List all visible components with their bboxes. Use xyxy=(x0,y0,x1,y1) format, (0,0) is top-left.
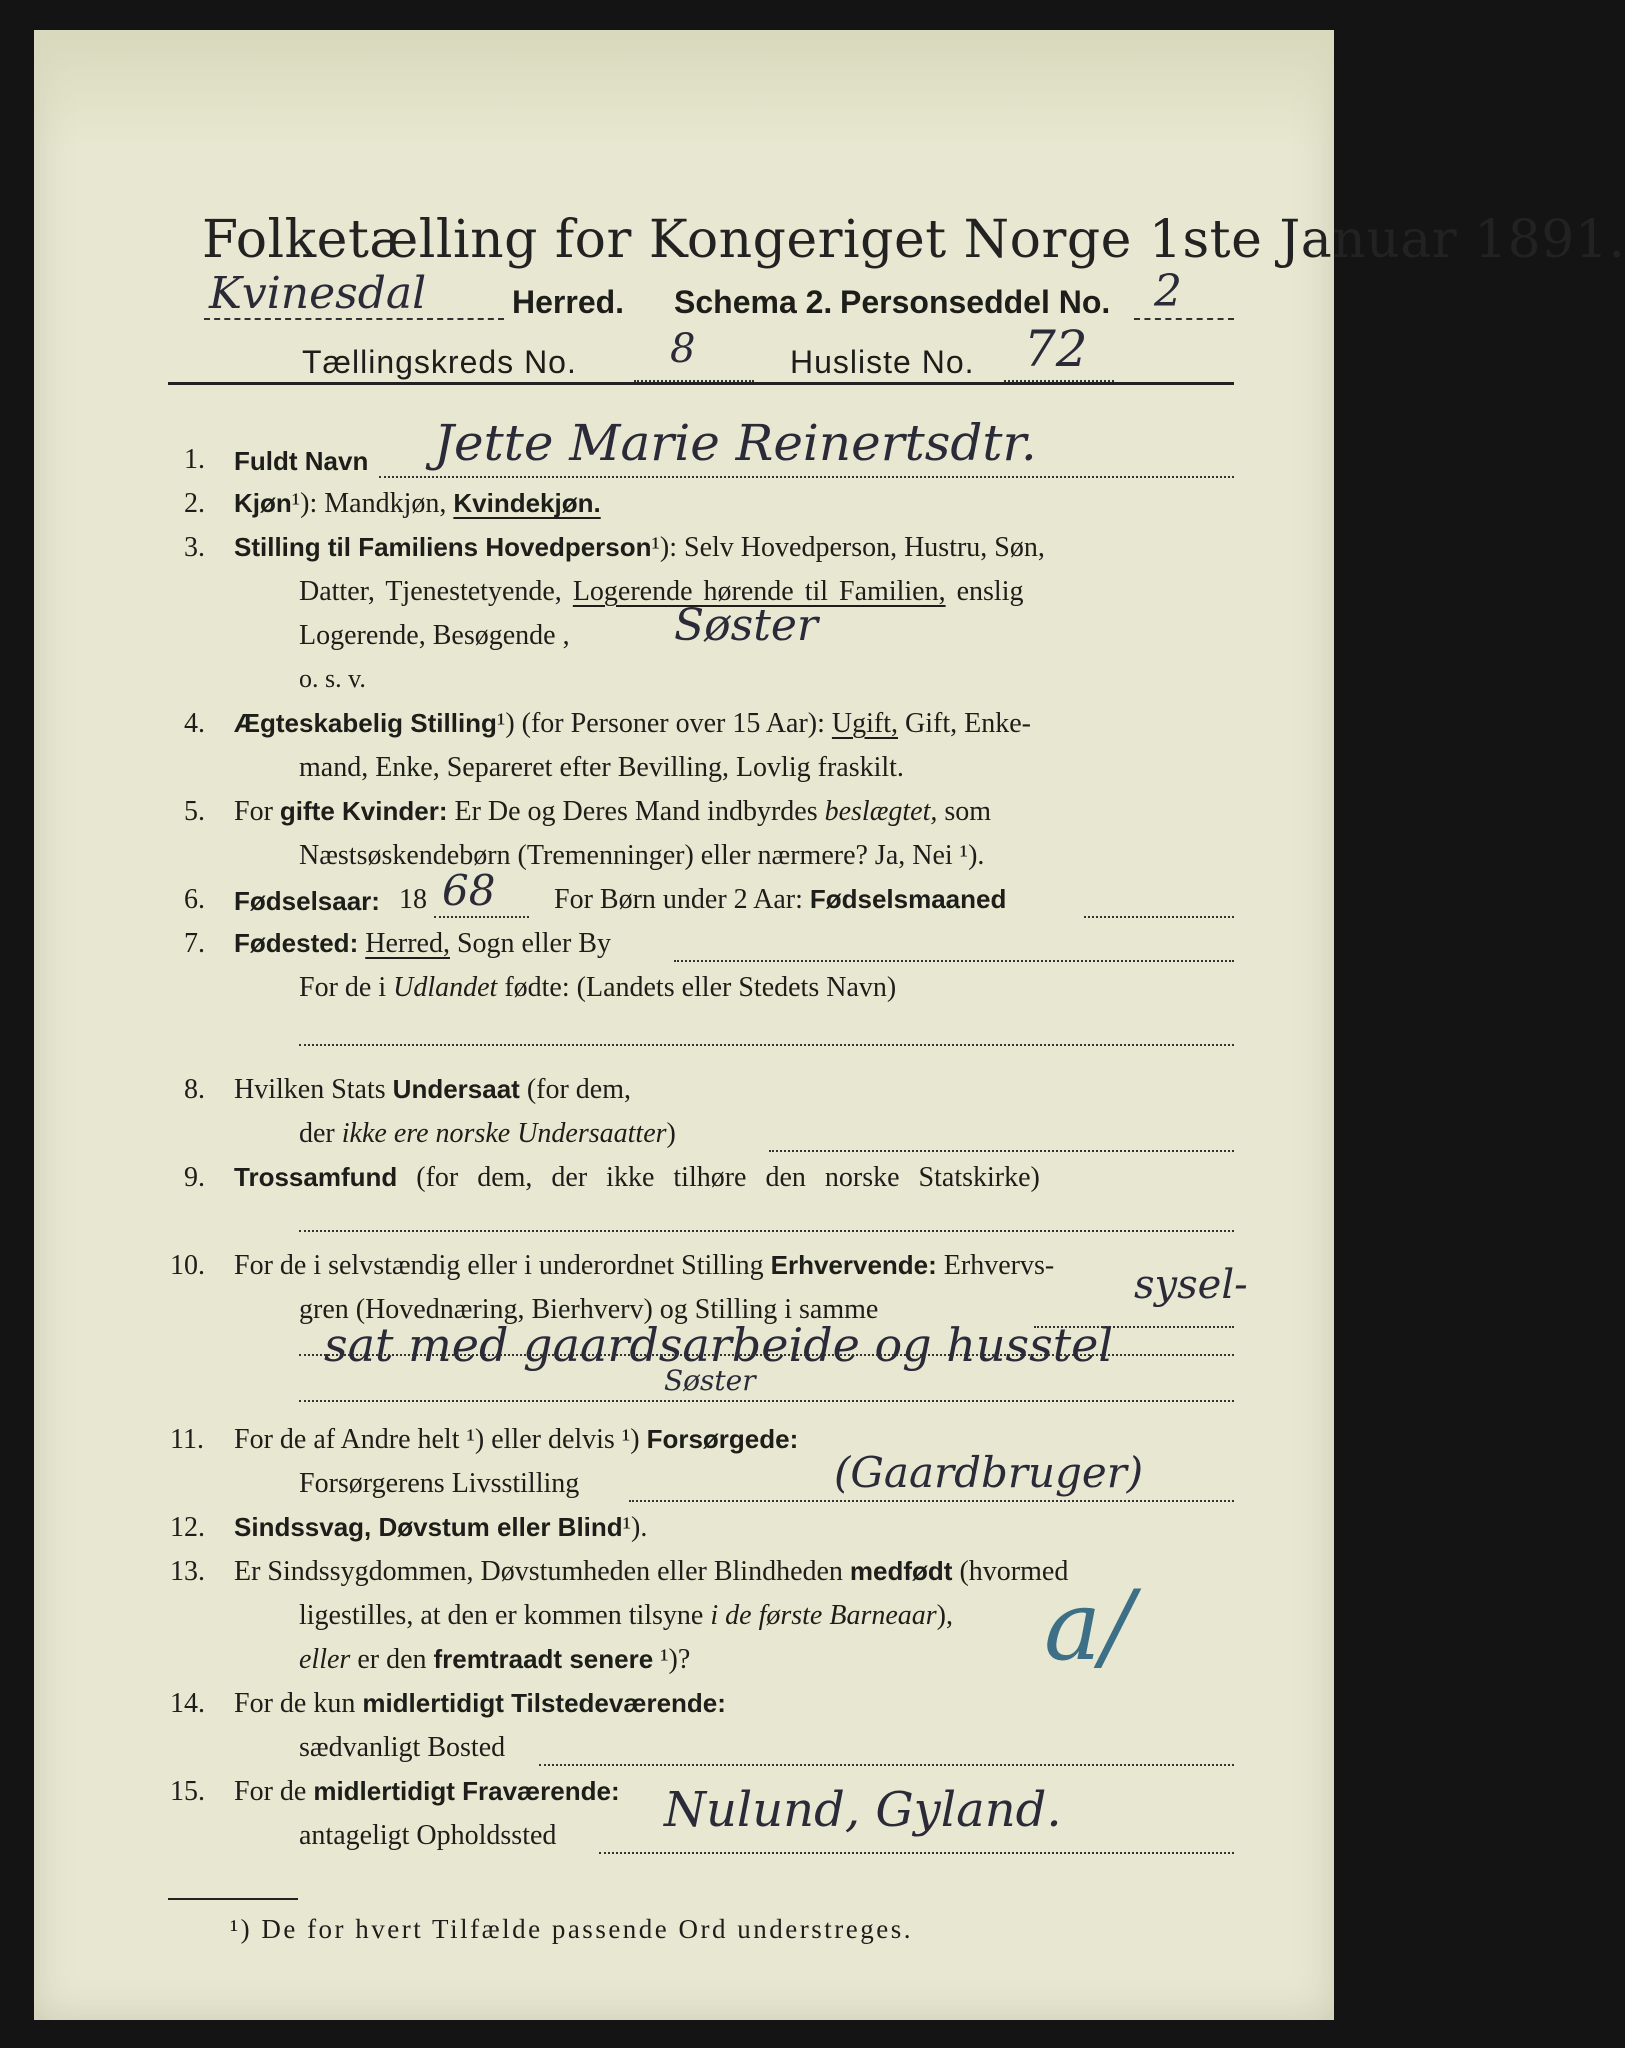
q13-line3c: fremtraadt senere xyxy=(433,1644,654,1674)
q10-number: 10. xyxy=(170,1250,205,1281)
q12-line1 xyxy=(234,1512,647,1544)
q10-line1 xyxy=(234,1250,1054,1282)
q13-line3 xyxy=(299,1644,690,1676)
schema-label: Schema 2. xyxy=(674,284,833,320)
q5-line1c: som xyxy=(944,796,992,827)
q8-line2b: ikke ere norske Undersaatter xyxy=(341,1118,667,1149)
footnote: ¹) De for hvert Tilfælde passende Ord understreges. xyxy=(230,1914,913,1944)
q13-line2 xyxy=(299,1600,953,1632)
q6-number: 6. xyxy=(184,884,205,915)
q3-line3: Logerende, Besøgende , xyxy=(299,620,570,651)
kreds-value: 8 xyxy=(670,326,696,372)
q13-number: 13. xyxy=(170,1556,205,1587)
q14-line2: sædvanligt Bosted xyxy=(299,1732,506,1763)
q8-line1 xyxy=(234,1074,631,1106)
q8-line2c: ) xyxy=(666,1118,676,1149)
census-form-sheet xyxy=(34,30,1625,2020)
q1-number: 1. xyxy=(184,444,205,475)
q11-line2: Forsørgerens Livsstilling xyxy=(299,1468,580,1499)
q10-value1: sysel- xyxy=(1134,1262,1248,1308)
q5-label-a: For xyxy=(234,796,273,827)
q10-value3: Søster xyxy=(664,1364,756,1397)
q13-mark: a/ xyxy=(1044,1570,1134,1682)
q11-line1a: For de af Andre helt ¹) eller delvis ¹) xyxy=(234,1424,640,1455)
q8-line2 xyxy=(299,1118,676,1150)
q4-line1b: Ugift, xyxy=(831,708,898,739)
husliste-label: Husliste No. xyxy=(790,344,975,380)
q9-label: Trossamfund xyxy=(234,1162,398,1192)
q6-text xyxy=(554,884,1006,916)
q3-line2b: Logerende hørende til Familien, xyxy=(572,576,946,607)
q4-line2: mand, Enke, Separeret efter Bevilling, Lovlig fraskilt. xyxy=(299,752,904,783)
q11-line1b: Forsørgede: xyxy=(646,1424,799,1454)
q5-number: 5. xyxy=(184,796,205,827)
q8-line1a: Hvilken Stats xyxy=(234,1074,386,1105)
q14-line1b: midlertidigt Tilstedeværende: xyxy=(362,1688,726,1718)
header-rule xyxy=(168,382,1234,385)
q15-line1b: midlertidigt Fraværende: xyxy=(313,1776,620,1806)
q12-label: Sindssvag, Døvstum eller Blind xyxy=(234,1512,623,1542)
personseddel-label: Personseddel No. xyxy=(840,284,1111,320)
q13-line2b: i de første Barneaar xyxy=(710,1600,937,1631)
q10-value2: sat med gaardsarbeide og husstel xyxy=(324,1318,1114,1372)
q6-prefix: 18 xyxy=(399,884,427,915)
q7-line1 xyxy=(234,928,611,960)
q3-line2a: Datter, Tjenestetyende, xyxy=(299,576,562,607)
q5-line1a: Er De og Deres Mand indbyrdes xyxy=(454,796,818,827)
q1-value: Jette Marie Reinertsdtr. xyxy=(434,414,1037,472)
q15-value: Nulund, Gyland. xyxy=(664,1782,1062,1838)
q15-number: 15. xyxy=(170,1776,205,1807)
q8-line2a: der xyxy=(299,1118,335,1149)
q10-line1b: Erhvervende: xyxy=(770,1250,937,1280)
q3-label: Stilling til Familiens Hovedperson xyxy=(234,532,652,562)
q6-label: Fødselsaar: xyxy=(234,886,380,916)
q7-text-b: Sogn eller By xyxy=(456,928,611,959)
q15-line2: antageligt Opholdssted xyxy=(299,1820,557,1851)
q6-text-b: Fødselsmaaned xyxy=(809,884,1007,914)
q8-number: 8. xyxy=(184,1074,205,1105)
q13-line1a: Er Sindssygdommen, Døvstumheden eller Blindheden xyxy=(234,1556,843,1587)
q7-line2a: For de i xyxy=(299,972,387,1003)
q3-line1-text: ¹): Selv Hovedperson, Hustru, Søn, xyxy=(651,532,1045,563)
personseddel-value: 2 xyxy=(1154,266,1182,317)
herred-value: Kvinesdal xyxy=(209,268,427,319)
q4-line1a: ¹) (for Personer over 15 Aar): xyxy=(496,708,825,739)
q6-value: 68 xyxy=(442,866,496,915)
q7-line2c: fødte: (Landets eller Stedets Navn) xyxy=(504,972,897,1003)
q3-line1 xyxy=(234,532,1045,564)
q7-number: 7. xyxy=(184,928,205,959)
q5-line1 xyxy=(234,796,991,828)
q3-line2c: enslig xyxy=(956,576,1024,607)
q3-line2 xyxy=(299,576,1023,608)
herred-label: Herred. xyxy=(512,284,625,320)
q4-line1c: Gift, Enke- xyxy=(905,708,1031,739)
q8-line1b: Undersaat xyxy=(392,1074,520,1104)
q13-line2c: ), xyxy=(936,1600,953,1631)
q9-line1 xyxy=(234,1162,1040,1194)
q13-line1 xyxy=(234,1556,1068,1588)
q7-label: Fødested: xyxy=(234,928,359,958)
q15-line1 xyxy=(234,1776,620,1808)
q4-number: 4. xyxy=(184,708,205,739)
q7-text-a: Herred, xyxy=(365,928,450,959)
q13-line1b: medfødt xyxy=(849,1556,953,1586)
q3-value: Søster xyxy=(674,600,818,651)
q7-line2 xyxy=(299,972,896,1004)
q14-line1 xyxy=(234,1688,726,1720)
q14-number: 14. xyxy=(170,1688,205,1719)
q13-line3d: ¹)? xyxy=(660,1644,691,1675)
q2-text xyxy=(234,488,601,520)
q14-line1a: For de kun xyxy=(234,1688,356,1719)
q12-tail: ¹). xyxy=(622,1512,648,1543)
q6-text-a: For Børn under 2 Aar: xyxy=(554,884,803,915)
q12-number: 12. xyxy=(170,1512,205,1543)
q1-label: Fuldt Navn xyxy=(234,446,369,476)
footnote-rule xyxy=(168,1898,298,1900)
q5-line1b: beslægtet, xyxy=(824,796,938,827)
q7-line2b: Udlandet xyxy=(393,972,498,1003)
q9-number: 9. xyxy=(184,1162,205,1193)
q5-label-b: gifte Kvinder: xyxy=(279,796,448,826)
husliste-value: 72 xyxy=(1024,320,1088,378)
q4-line1 xyxy=(234,708,1031,740)
q10-line2: gren (Hovednæring, Bierhverv) og Stilling i samme xyxy=(299,1294,879,1325)
q2-label: Kjøn xyxy=(234,488,292,518)
q2-text-a: ¹): Mandkjøn, xyxy=(291,488,447,519)
q2-text-b: Kvindekjøn. xyxy=(453,488,601,518)
q13-line1c: (hvormed xyxy=(959,1556,1069,1587)
q13-line2a: ligestilles, at den er kommen tilsyne xyxy=(299,1600,704,1631)
q15-line1a: For de xyxy=(234,1776,307,1807)
form-title: Folketælling for Kongeriget Norge 1ste Januar 1891. xyxy=(202,210,1625,270)
q3-number: 3. xyxy=(184,532,205,563)
q10-line1a: For de i selvstændig eller i underordnet Stilling xyxy=(234,1250,764,1281)
q11-value: (Gaardbruger) xyxy=(834,1448,1144,1497)
q13-line3a: eller xyxy=(299,1644,351,1675)
q2-number: 2. xyxy=(184,488,205,519)
q10-line1c: Erhvervs- xyxy=(943,1250,1055,1281)
q5-line2: Næstsøskendebørn (Tremenninger) eller nærmere? Ja, Nei ¹). xyxy=(299,840,985,871)
q4-label: Ægteskabelig Stilling xyxy=(234,708,497,738)
q11-line1 xyxy=(234,1424,798,1456)
kreds-label: Tællingskreds No. xyxy=(302,344,577,380)
q8-line1c: (for dem, xyxy=(526,1074,632,1105)
q13-line3b: er den xyxy=(357,1644,427,1675)
q3-line4: o. s. v. xyxy=(299,664,366,693)
q9-text: (for dem, der ikke tilhøre den norske Statskirke) xyxy=(416,1162,1040,1193)
q11-number: 11. xyxy=(170,1424,204,1455)
